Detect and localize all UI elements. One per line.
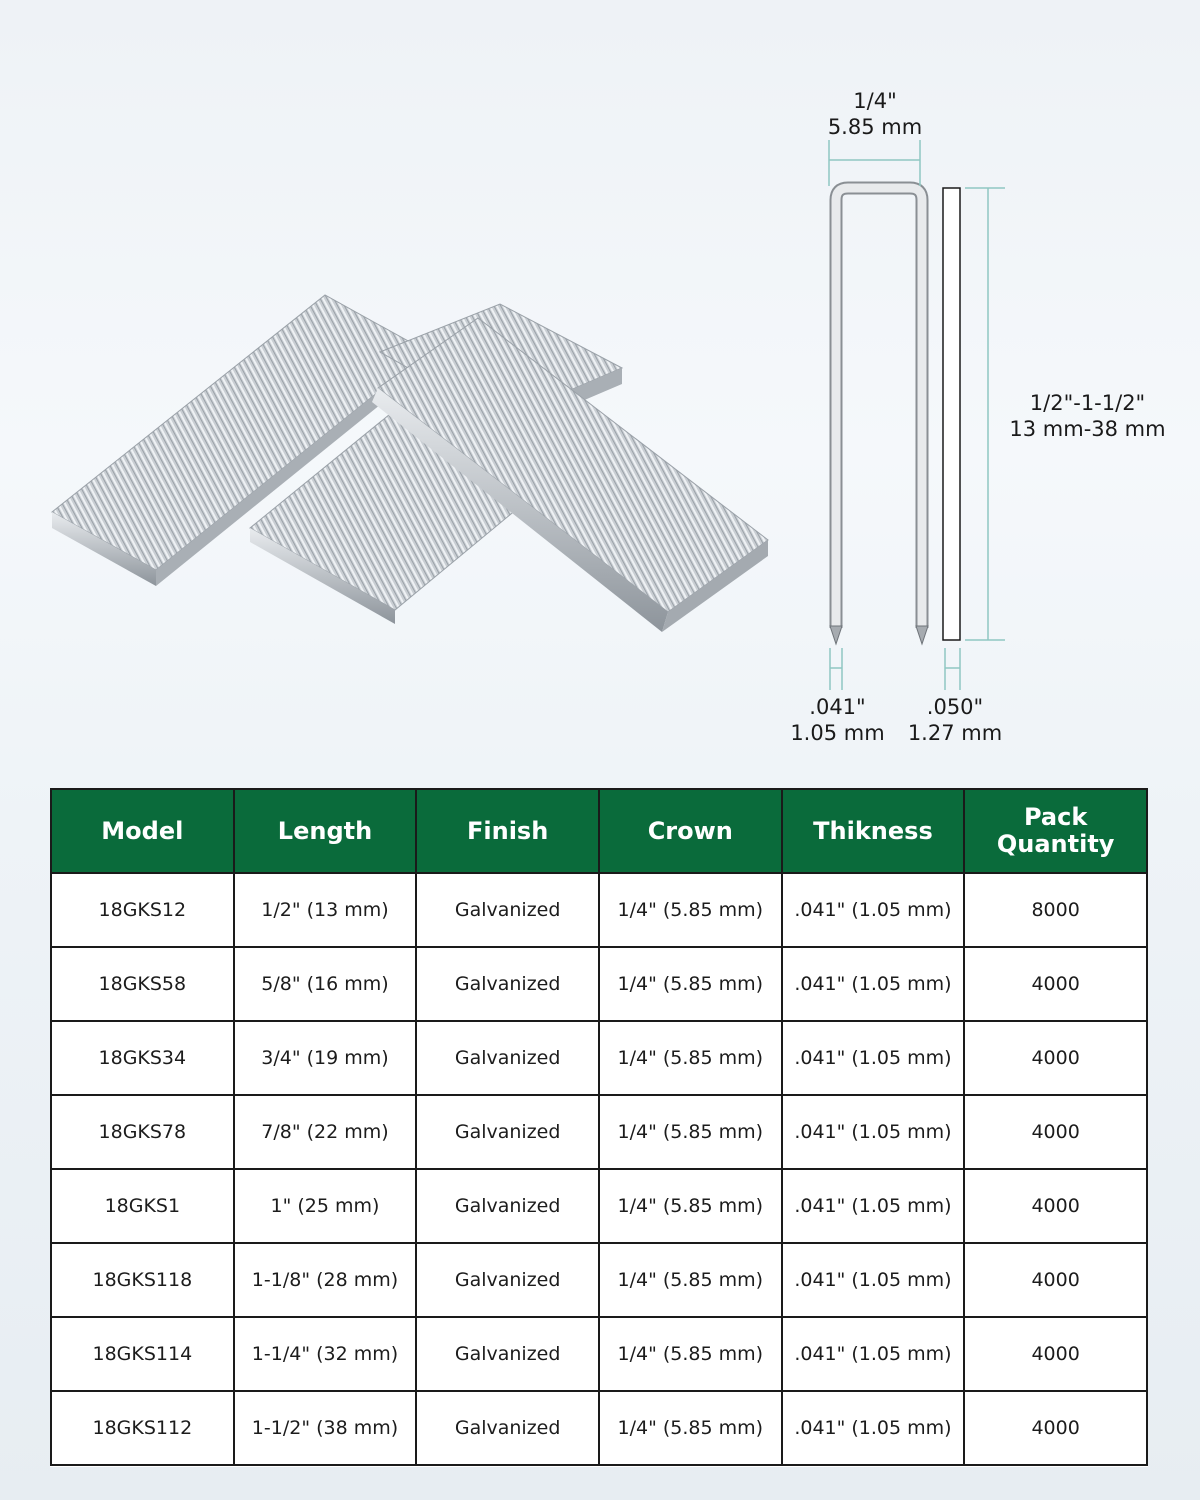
table-row [51, 1391, 1147, 1465]
cell-finish: Galvanized [416, 873, 599, 947]
header-thickness: Thikness [782, 789, 965, 873]
cell-pack-quantity: 4000 [964, 1317, 1147, 1391]
cell-model: 18GKS112 [51, 1391, 234, 1465]
length-dimension-label [1005, 390, 1170, 442]
cell-length: 7/8" (22 mm) [234, 1095, 417, 1169]
table-row [51, 1095, 1147, 1169]
wire-thickness-label [900, 694, 1010, 746]
cell-model: 18GKS34 [51, 1021, 234, 1095]
cell-pack-quantity: 8000 [964, 873, 1147, 947]
crown-metric: 5.85 mm [827, 115, 923, 139]
cell-model: 18GKS78 [51, 1095, 234, 1169]
crown-dimension-label [810, 88, 940, 140]
staple-side-view [943, 188, 960, 640]
cell-length: 1" (25 mm) [234, 1169, 417, 1243]
table-row [51, 1169, 1147, 1243]
cell-length: 1-1/2" (38 mm) [234, 1391, 417, 1465]
header-crown: Crown [599, 789, 782, 873]
table-row [51, 1243, 1147, 1317]
cell-model: 18GKS1 [51, 1169, 234, 1243]
cell-length: 5/8" (16 mm) [234, 947, 417, 1021]
cell-model: 18GKS58 [51, 947, 234, 1021]
header-finish: Finish [416, 789, 599, 873]
cell-crown: 1/4" (5.85 mm) [599, 1243, 782, 1317]
cell-thickness: .041" (1.05 mm) [782, 1391, 965, 1465]
cell-pack-quantity: 4000 [964, 1095, 1147, 1169]
header-model: Model [51, 789, 234, 873]
cell-crown: 1/4" (5.85 mm) [599, 1095, 782, 1169]
wire-width-label [780, 694, 895, 746]
wire-width-metric: 1.05 mm [790, 721, 885, 745]
header-length: Length [234, 789, 417, 873]
cell-pack-quantity: 4000 [964, 1021, 1147, 1095]
cell-model: 18GKS12 [51, 873, 234, 947]
cell-thickness: .041" (1.05 mm) [782, 873, 965, 947]
cell-finish: Galvanized [416, 947, 599, 1021]
cell-finish: Galvanized [416, 1317, 599, 1391]
table-row [51, 947, 1147, 1021]
cell-finish: Galvanized [416, 1169, 599, 1243]
crown-imperial: 1/4" [853, 89, 897, 113]
cell-crown: 1/4" (5.85 mm) [599, 873, 782, 947]
cell-length: 1/2" (13 mm) [234, 873, 417, 947]
cell-crown: 1/4" (5.85 mm) [599, 1317, 782, 1391]
spec-table [50, 788, 1148, 1466]
cell-pack-quantity: 4000 [964, 1243, 1147, 1317]
length-metric: 13 mm-38 mm [1009, 417, 1166, 441]
cell-finish: Galvanized [416, 1095, 599, 1169]
cell-finish: Galvanized [416, 1243, 599, 1317]
cell-thickness: .041" (1.05 mm) [782, 1095, 965, 1169]
cell-crown: 1/4" (5.85 mm) [599, 1021, 782, 1095]
cell-length: 1-1/4" (32 mm) [234, 1317, 417, 1391]
cell-finish: Galvanized [416, 1391, 599, 1465]
table-row [51, 873, 1147, 947]
cell-crown: 1/4" (5.85 mm) [599, 1169, 782, 1243]
length-imperial: 1/2"-1-1/2" [1029, 391, 1146, 415]
cell-model: 18GKS114 [51, 1317, 234, 1391]
staple-front-view [830, 188, 928, 644]
header-pack-quantity: Pack Quantity [964, 789, 1147, 873]
cell-crown: 1/4" (5.85 mm) [599, 1391, 782, 1465]
cell-thickness: .041" (1.05 mm) [782, 1169, 965, 1243]
cell-thickness: .041" (1.05 mm) [782, 1021, 965, 1095]
cell-crown: 1/4" (5.85 mm) [599, 947, 782, 1021]
cell-model: 18GKS118 [51, 1243, 234, 1317]
table-row [51, 1021, 1147, 1095]
wire-width-imperial: .041" [809, 695, 866, 719]
cell-pack-quantity: 4000 [964, 1391, 1147, 1465]
cell-thickness: .041" (1.05 mm) [782, 947, 965, 1021]
cell-pack-quantity: 4000 [964, 947, 1147, 1021]
table-header-row [51, 789, 1147, 873]
cell-pack-quantity: 4000 [964, 1169, 1147, 1243]
cell-length: 1-1/8" (28 mm) [234, 1243, 417, 1317]
wire-thickness-metric: 1.27 mm [907, 721, 1003, 745]
cell-finish: Galvanized [416, 1021, 599, 1095]
spec-table-container [50, 788, 1148, 1467]
cell-thickness: .041" (1.05 mm) [782, 1243, 965, 1317]
table-row [51, 1317, 1147, 1391]
wire-thickness-imperial: .050" [926, 695, 984, 719]
cell-length: 3/4" (19 mm) [234, 1021, 417, 1095]
cell-thickness: .041" (1.05 mm) [782, 1317, 965, 1391]
